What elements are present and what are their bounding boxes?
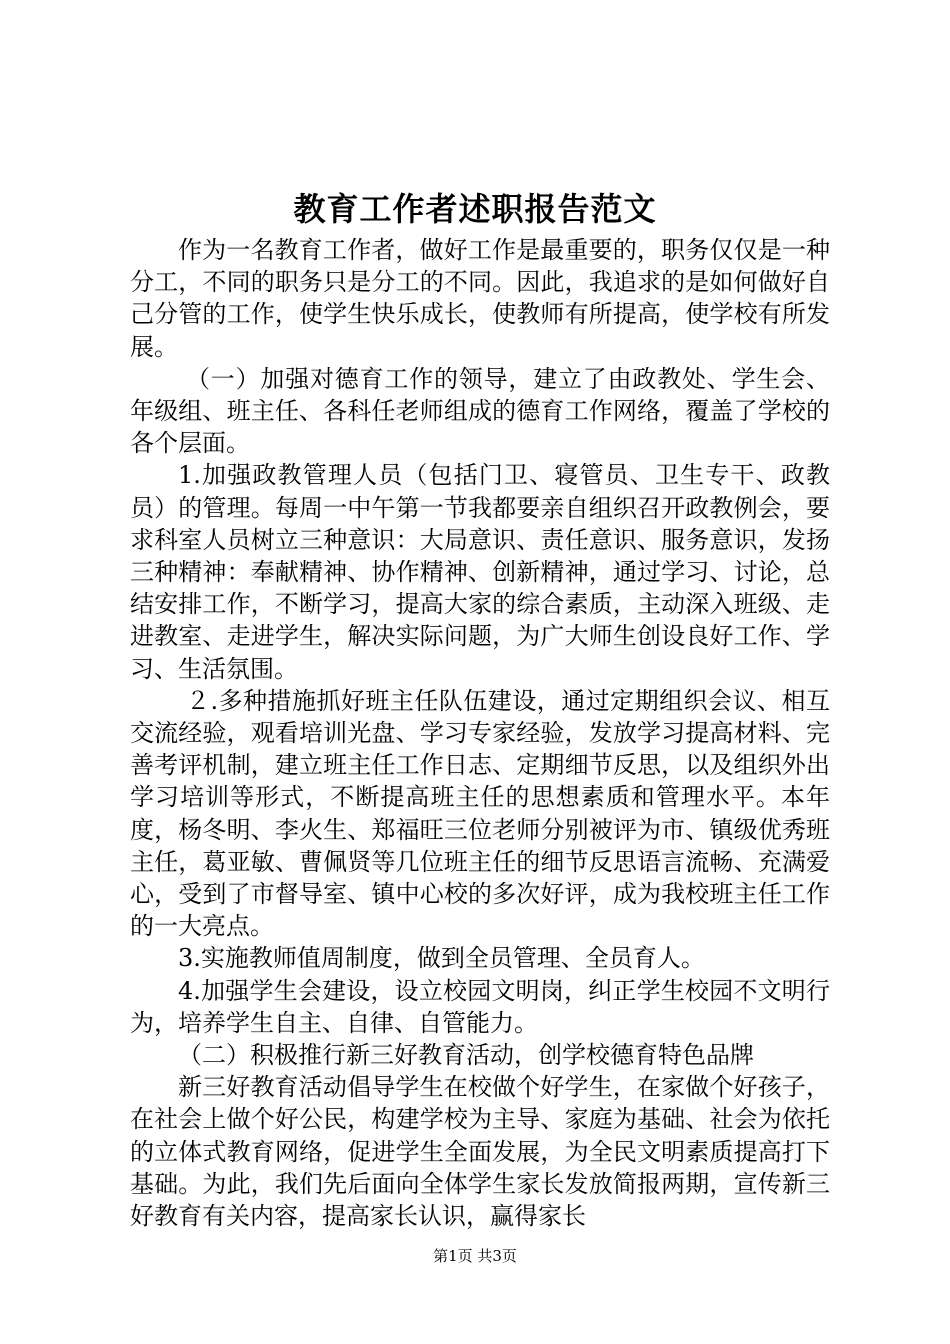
paragraph-section-two: （二）积极推行新三好教育活动，创学校德育特色品牌 (178, 1041, 754, 1070)
paragraph-section-one: （一）加强对德育工作的领导，建立了由政教处、学生会、年级组、班主任、各科任老师组成的德育工作网络，覆盖了学校的各个层面。 (130, 364, 830, 458)
page-footer: 第1页 共3页 (433, 1247, 517, 1265)
paragraph-item-1: 1.加强政教管理人员（包括门卫、寝管员、卫生专干、政教员）的管理。每周一中午第一节我都要亲自组织召开政教例会，要求科室人员树立三种意识：大局意识、责任意识、服务意识，发扬三种精神：奉献精神、协作精神、创新精神，通过学习、讨论，总结安排工作，不断学习，提高大家的综合素质，主动深入班级、走进教室、走进学生，解决实际问题，为广大师生创设良好工作、学习、生活氛围。 (130, 461, 830, 683)
paragraph-section-two-body: 新三好教育活动倡导学生在校做个好学生，在家做个好孩子，在社会上做个好公民，构建学校为主导、家庭为基础、社会为依托的立体式教育网络，促进学生全面发展，为全民文明素质提高打下基础。为此，我们先后面向全体学生家长发放简报两期，宣传新三好教育有关内容，提高家长认识，赢得家长 (130, 1073, 830, 1231)
paragraph-item-3: 3.实施教师值周制度，做到全员管理、全员育人。 (178, 944, 705, 973)
document-title: 教育工作者述职报告范文 (293, 190, 657, 228)
document-body (130, 234, 830, 1232)
paragraph-intro: 作为一名教育工作者，做好工作是最重要的，职务仅仅是一种分工，不同的职务只是分工的不同。因此，我追求的是如何做好自己分管的工作，使学生快乐成长，使教师有所提高，使学校有所发展。 (130, 236, 830, 361)
paragraph-item-4: 4.加强学生会建设，设立校园文明岗，纠正学生校园不文明行为，培养学生自主、自律、自管能力。 (130, 976, 830, 1037)
paragraph-item-2: ２.多种措施抓好班主任队伍建设，通过定期组织会议、相互交流经验，观看培训光盘、学习专家经验，发放学习提高材料、完善考评机制，建立班主任工作日志、定期细节反思，以及组织外出学习培训等形式，不断提高班主任的思想素质和管理水平。本年度，杨冬明、李火生、郑福旺三位老师分别被评为市、镇级优秀班主任，葛亚敏、曹佩贤等几位班主任的细节反思语言流畅、充满爱心，受到了市督导室、镇中心校的多次好评，成为我校班主任工作的一大亮点。 (130, 686, 830, 941)
